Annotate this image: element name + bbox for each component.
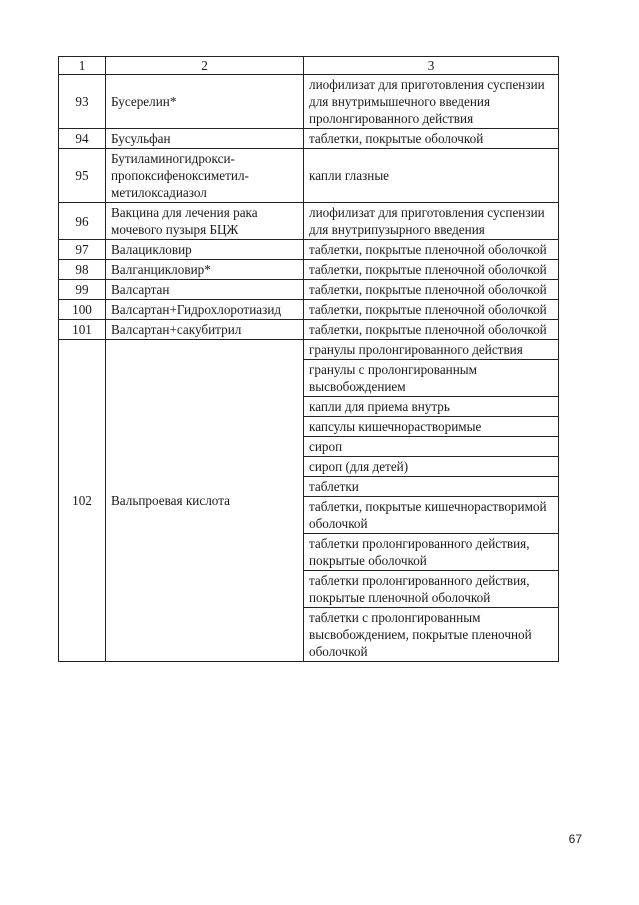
table-row: [59, 203, 559, 240]
drug-name-cell: Валсартан: [106, 280, 304, 300]
drug-name-cell: Бутиламиногидрокси-пропоксифеноксиметил-метилоксадиазол: [106, 149, 304, 203]
dosage-form-cell: таблетки, покрытые оболочкой: [304, 129, 559, 149]
row-number-cell: 101: [59, 320, 106, 340]
row-number-cell: 100: [59, 300, 106, 320]
dosage-form-cell: капсулы кишечнорастворимые: [304, 417, 559, 437]
dosage-form-cell: таблетки, покрытые пленочной оболочкой: [304, 260, 559, 280]
drug-name-cell: Валсартан+сакубитрил: [106, 320, 304, 340]
drug-name-cell: Бусульфан: [106, 129, 304, 149]
column-header-number: 1: [59, 57, 106, 75]
row-number-cell: 97: [59, 240, 106, 260]
row-number-cell: 102: [59, 340, 106, 662]
drug-name-cell: Бусерелин*: [106, 75, 304, 129]
dosage-form-cell: сироп (для детей): [304, 457, 559, 477]
dosage-form-cell: капли для приема внутрь: [304, 397, 559, 417]
dosage-form-cell: гранулы пролонгированного действия: [304, 340, 559, 360]
row-number-cell: 93: [59, 75, 106, 129]
medicines-table: [58, 56, 559, 662]
table-row: [59, 149, 559, 203]
column-header-name: 2: [106, 57, 304, 75]
table-body: [59, 75, 559, 662]
dosage-form-cell: таблетки пролонгированного действия, покрытые пленочной оболочкой: [304, 571, 559, 608]
drug-name-cell: Валацикловир: [106, 240, 304, 260]
dosage-form-cell: таблетки с пролонгированным высвобождением, покрытые пленочной оболочкой: [304, 608, 559, 662]
table-row: [59, 300, 559, 320]
page-number: 67: [568, 832, 582, 846]
dosage-form-cell: таблетки, покрытые кишечнорастворимой оболочкой: [304, 497, 559, 534]
table-row: [59, 320, 559, 340]
dosage-form-cell: таблетки, покрытые пленочной оболочкой: [304, 240, 559, 260]
table-header-row: [59, 57, 559, 75]
dosage-form-cell: таблетки, покрытые пленочной оболочкой: [304, 300, 559, 320]
drug-name-cell: Валсартан+Гидрохлоротиазид: [106, 300, 304, 320]
table-row: [59, 340, 559, 360]
column-header-form: 3: [304, 57, 559, 75]
dosage-form-cell: таблетки пролонгированного действия, покрытые оболочкой: [304, 534, 559, 571]
table-row: [59, 260, 559, 280]
table-row: [59, 75, 559, 129]
dosage-form-cell: сироп: [304, 437, 559, 457]
dosage-form-cell: капли глазные: [304, 149, 559, 203]
table-row: [59, 129, 559, 149]
dosage-form-cell: лиофилизат для приготовления суспензии для внутрипузырного введения: [304, 203, 559, 240]
drug-name-cell: Валганцикловир*: [106, 260, 304, 280]
drug-name-cell: Вальпроевая кислота: [106, 340, 304, 662]
dosage-form-cell: таблетки, покрытые пленочной оболочкой: [304, 320, 559, 340]
drug-name-cell: Вакцина для лечения рака мочевого пузыря БЦЖ: [106, 203, 304, 240]
row-number-cell: 94: [59, 129, 106, 149]
row-number-cell: 96: [59, 203, 106, 240]
dosage-form-cell: таблетки, покрытые пленочной оболочкой: [304, 280, 559, 300]
dosage-form-cell: гранулы с пролонгированным высвобождением: [304, 360, 559, 397]
row-number-cell: 98: [59, 260, 106, 280]
table-row: [59, 240, 559, 260]
dosage-form-cell: таблетки: [304, 477, 559, 497]
row-number-cell: 95: [59, 149, 106, 203]
dosage-form-cell: лиофилизат для приготовления суспензии для внутримышечного введения пролонгированного действия: [304, 75, 559, 129]
table-row: [59, 280, 559, 300]
row-number-cell: 99: [59, 280, 106, 300]
